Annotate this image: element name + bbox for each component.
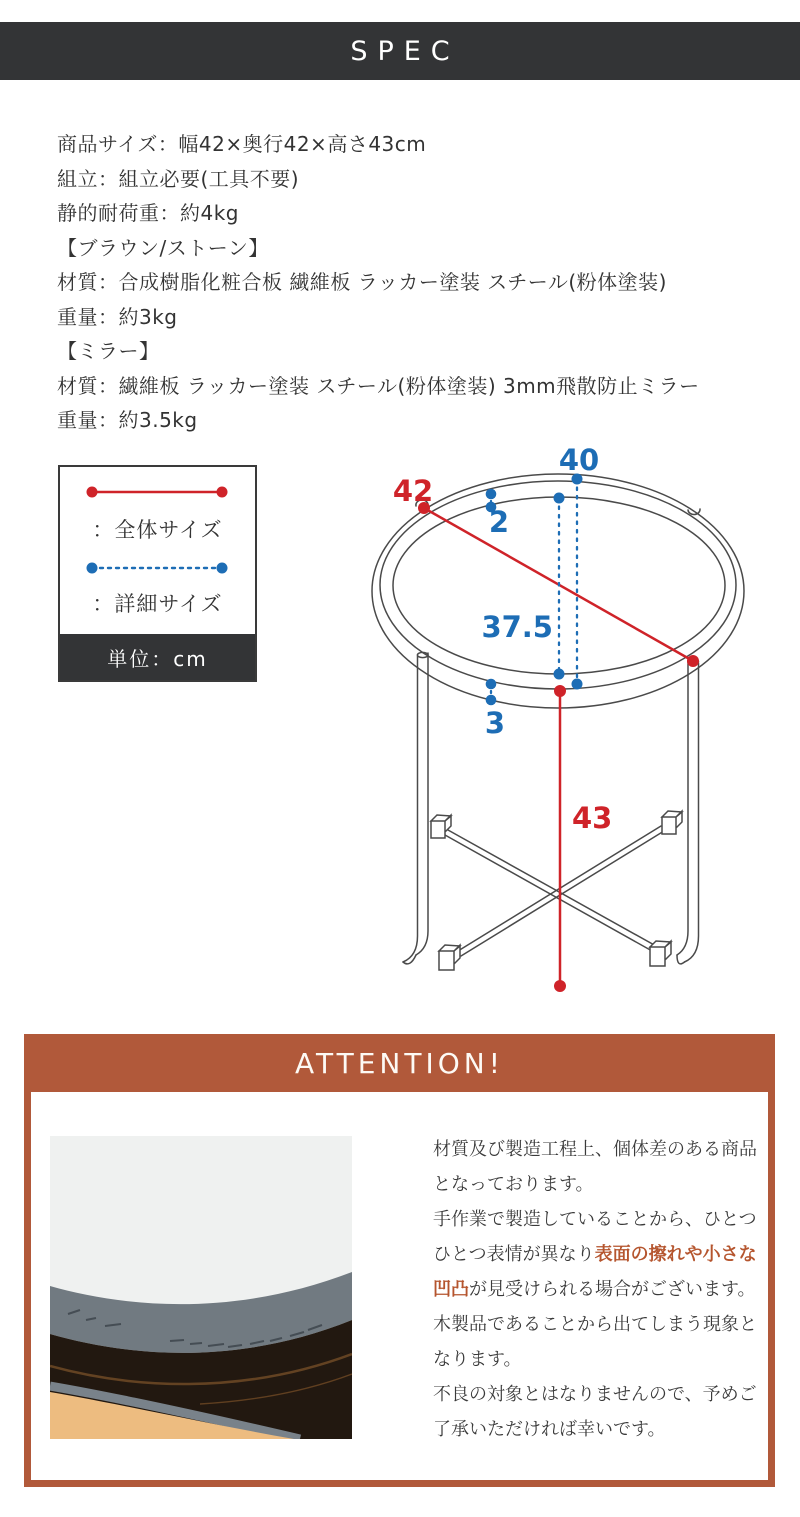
attention-title: ATTENTION! — [295, 1046, 504, 1080]
attention-header-bar — [31, 1034, 768, 1092]
dim-rim-top: 2 — [488, 505, 510, 539]
side-table-drawing — [370, 448, 770, 1003]
attention-paragraph: 木製品であることから出てしまう現象となります。 — [433, 1314, 757, 1370]
tray-edge-illustration — [50, 1136, 352, 1439]
spec-line: 組立：組立必要(工具不要) — [57, 166, 300, 191]
table-line-art — [372, 474, 744, 970]
dim-top-outer: 40 — [558, 448, 600, 477]
spec-line: 【ブラウン/ストーン】 — [57, 235, 269, 260]
spec-text-block — [57, 127, 757, 438]
detail-size-label: ：詳細サイズ — [92, 592, 223, 616]
overall-size-line-sample — [84, 485, 230, 499]
spec-line: 材質：合成樹脂化粧合板 繊維板 ラッカー塗装 スチール(粉体塗装) — [57, 270, 667, 294]
attention-section — [24, 1034, 775, 1487]
unit-label: 単位：cm — [107, 646, 208, 671]
spec-header-bar — [0, 22, 800, 80]
dim-top-inner: 37.5 — [481, 610, 553, 644]
attention-text-post: が見受けられる場合がございます。 — [469, 1279, 756, 1300]
overall-size-label: ：全体サイズ — [92, 518, 223, 542]
attention-paragraph: 不良の対象とはなりませんので、予めご了承いただければ幸いです。 — [433, 1384, 757, 1440]
dim-rim-bottom: 3 — [484, 706, 506, 740]
unit-band — [60, 634, 255, 680]
spec-header-title: SPEC — [350, 35, 460, 67]
attention-body — [31, 1092, 768, 1480]
spec-line: 商品サイズ：幅42×奥行42×高さ43cm — [57, 132, 427, 156]
attention-paragraph — [433, 1202, 763, 1307]
attention-text — [433, 1132, 763, 1447]
dimension-diagram — [370, 448, 770, 1003]
spec-line: 重量：約3kg — [57, 304, 178, 329]
attention-text-pre: 手作業で製造していることから、ひとつひとつ表情が異なり — [433, 1209, 757, 1265]
overall-dimension-lines — [393, 474, 699, 992]
tray-edge-closeup-photo — [50, 1136, 352, 1439]
detail-size-line-sample — [84, 561, 230, 575]
size-legend — [58, 465, 257, 682]
spec-line: 重量：約3.5kg — [57, 408, 198, 432]
detail-dimension-lines — [481, 448, 599, 740]
attention-paragraph: 材質及び製造工程上、個体差のある商品となっております。 — [433, 1139, 757, 1195]
attention-highlight: 表面の擦れや小さな凹凸 — [433, 1244, 757, 1300]
spec-line: 静的耐荷重：約4kg — [57, 201, 240, 225]
spec-line: 【ミラー】 — [57, 339, 160, 363]
dim-overall-diameter: 42 — [392, 474, 434, 508]
dim-overall-height: 43 — [572, 801, 613, 835]
spec-line: 材質：繊維板 ラッカー塗装 スチール(粉体塗装) 3mm飛散防止ミラー — [57, 373, 700, 398]
